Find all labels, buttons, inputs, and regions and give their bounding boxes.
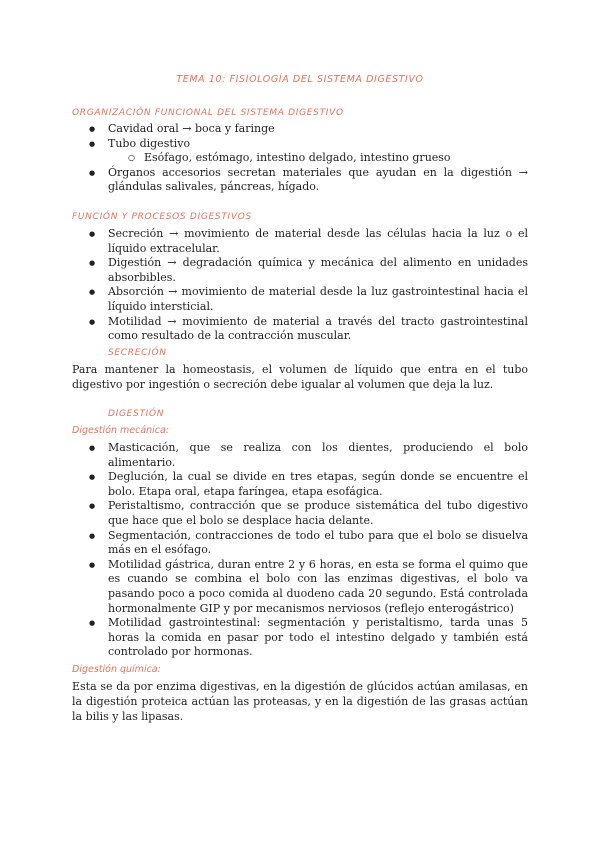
list-item: ● Segmentación, contracciones de todo el tubo para que el bolo se disuelva más en el esófago. [72,529,528,558]
digestion-quimica-paragraph: Esta se da por enzima digestivas, en la digestión de glúcidos actúan amilasas, en la digestión proteica actúan las proteasas, y en la digestión de las grasas actúan la bilis y las lipasas. [72,680,528,723]
secrecion-paragraph: Para mantener la homeostasis, el volumen de líquido que entra en el tubo digestivo por ingestión o secreción debe igualar al volumen que deja la luz. [72,363,528,391]
page-title: TEMA 10: FISIOLOGÍA DEL SISTEMA DIGESTIVO [176,74,424,85]
list-item: ● Cavidad oral → boca y faringe [72,122,528,137]
list-item: ● Digestión → degradación química y mecánica del alimento en unidades absorbibles. [72,256,528,285]
funcion-list [72,227,528,344]
list-item: ● Tubo digestivo [72,137,528,152]
list-item: ● Motilidad → movimiento de material a través del tracto gastrointestinal como resultado de la contracción muscular. [72,315,528,344]
section-heading-organizacion: ORGANIZACIÓN FUNCIONAL DEL SISTEMA DIGESTIVO [72,108,344,118]
organizacion-list [72,122,528,195]
subheading-digestion-mecanica: Digestión mecánica: [72,425,170,436]
section-heading-secrecion: SECRECIÓN [108,348,167,358]
list-item: ● Órganos accesorios secretan materiales que ayudan en la digestión → glándulas salivales, páncreas, hígado. [72,166,528,195]
section-heading-funcion: FUNCIÓN Y PROCESOS DIGESTIVOS [72,212,252,222]
list-item: ● Motilidad gastrointestinal: segmentación y peristaltismo, tarda unas 5 horas la comida en pasar por todo el intestino delgado y también está controlado por hormonas. [72,616,528,660]
list-item: ● Masticación, que se realiza con los dientes, produciendo el bolo alimentario. [72,441,528,470]
digestion-mecanica-list [72,441,528,660]
list-item: ● Peristaltismo, contracción que se produce sistemática del tubo digestivo que hace que el bolo se desplace hacia delante. [72,499,528,528]
subheading-digestion-quimica: Digestión química: [72,664,161,675]
sub-list-item: ○ Esófago, estómago, intestino delgado, intestino grueso [72,151,528,166]
list-item: ● Deglución, la cual se divide en tres etapas, según donde se encuentre el bolo. Etapa oral, etapa faríngea, etapa esofágica. [72,470,528,499]
section-heading-digestion: DIGESTIÓN [108,409,165,419]
list-item: ● Motilidad gástrica, duran entre 2 y 6 horas, en esta se forma el quimo que es cuando se combina el bolo con las enzimas digestivas, el bolo va pasando poco a poco comida al duodeno cada 20 segundo. Está controlada hormonalmente GIP y por mecanismos nerviosos (reflejo enterogástrico) [72,558,528,616]
list-item: ● Absorción → movimiento de material desde la luz gastrointestinal hacia el líquido intersticial. [72,285,528,314]
list-item: ● Secreción → movimiento de material desde las células hacia la luz o el líquido extracelular. [72,227,528,256]
